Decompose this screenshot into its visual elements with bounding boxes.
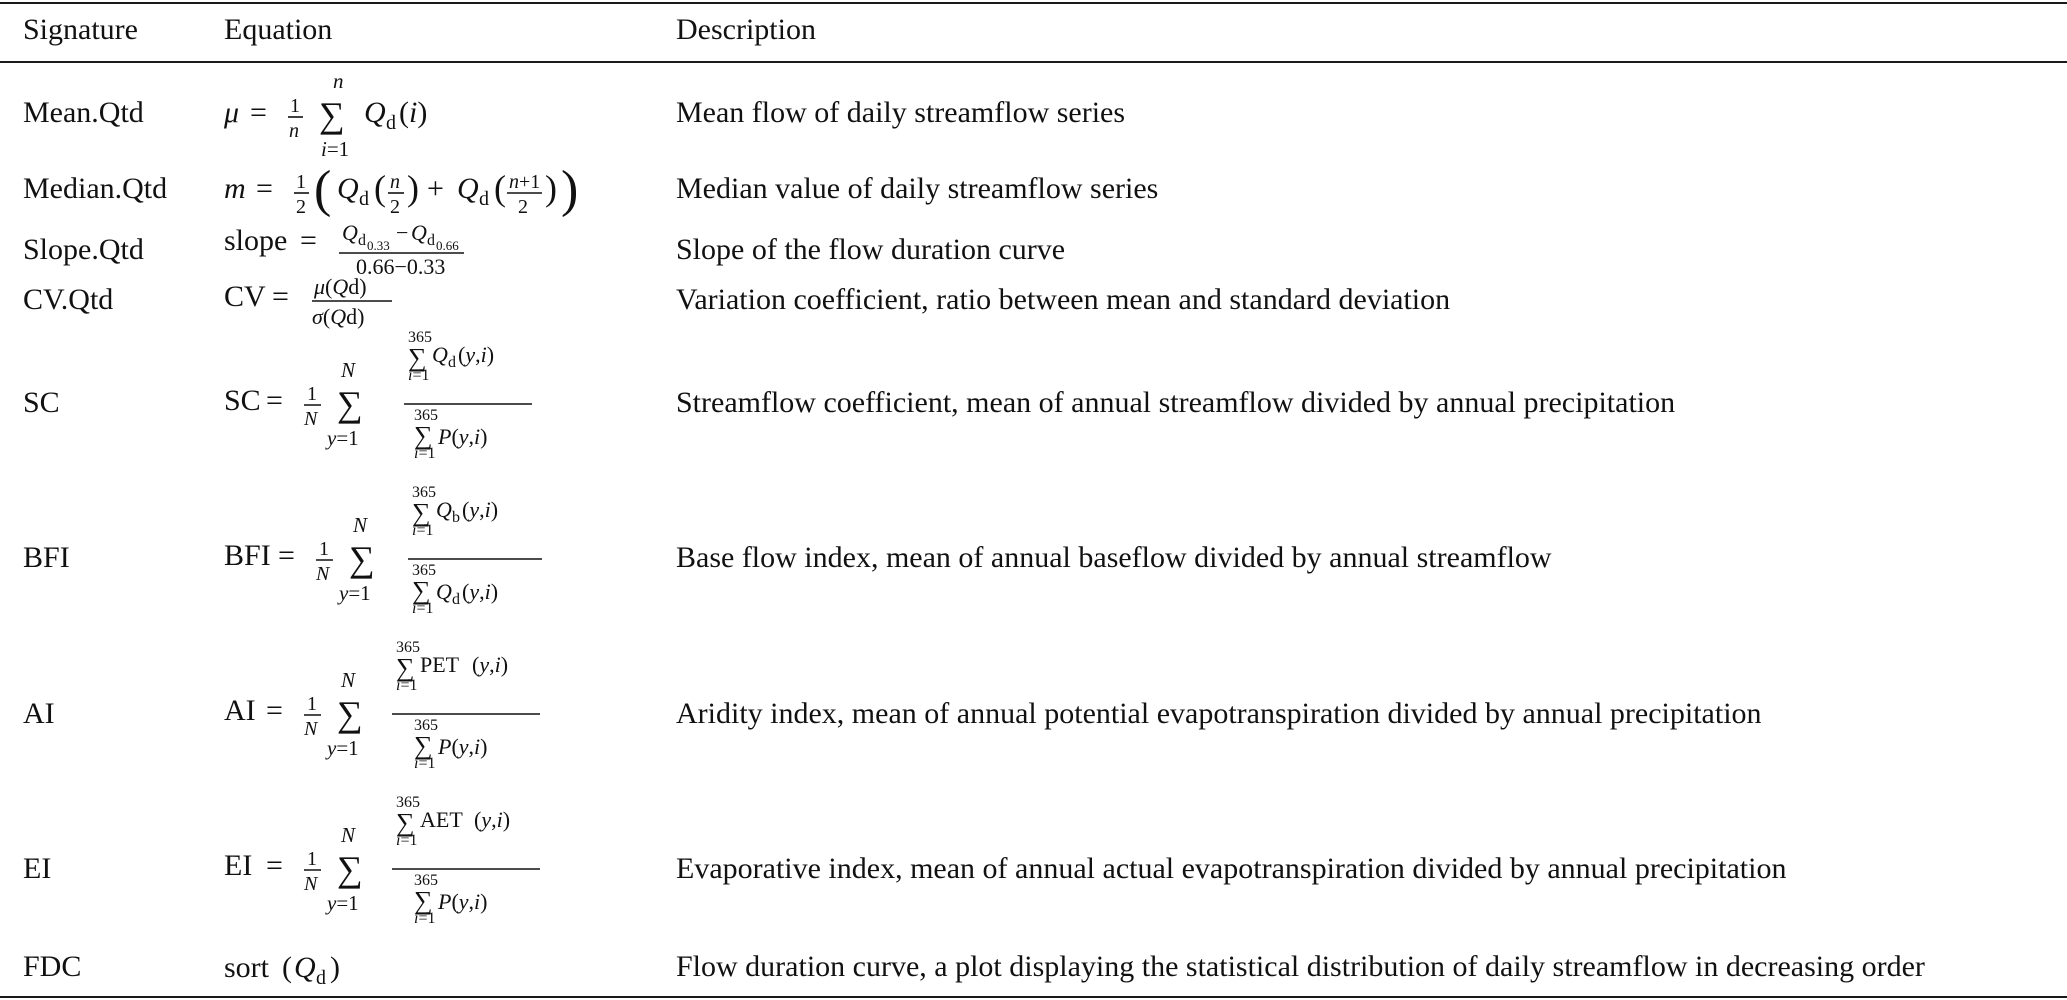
svg-text:0.66: 0.66 bbox=[436, 238, 459, 253]
svg-text:∑: ∑ bbox=[396, 653, 415, 682]
equation-bfi bbox=[224, 485, 684, 635]
svg-text:365: 365 bbox=[414, 407, 438, 424]
svg-text:∑: ∑ bbox=[349, 539, 375, 579]
svg-text:n: n bbox=[289, 120, 299, 142]
svg-text:2: 2 bbox=[390, 196, 400, 218]
svg-text:(: ( bbox=[314, 161, 332, 218]
header-equation: Equation bbox=[224, 13, 333, 46]
svg-text:d: d bbox=[359, 188, 369, 210]
equation-ei bbox=[224, 795, 684, 945]
svg-text:Q: Q bbox=[436, 579, 452, 604]
row-description: Streamflow coefficient, mean of annual streamflow divided by annual precipitation bbox=[676, 386, 1676, 419]
svg-text:∑: ∑ bbox=[412, 498, 431, 527]
row-signature: SC bbox=[23, 386, 60, 419]
svg-text:b: b bbox=[452, 509, 460, 526]
svg-text:−: − bbox=[396, 220, 409, 245]
svg-text:): ) bbox=[330, 951, 340, 984]
svg-text:(y,i): (y,i) bbox=[462, 579, 499, 604]
svg-text:N: N bbox=[341, 358, 356, 382]
svg-text:): ) bbox=[407, 168, 419, 208]
svg-text:365: 365 bbox=[414, 872, 438, 889]
svg-text:365: 365 bbox=[396, 639, 420, 656]
svg-text:365: 365 bbox=[412, 484, 436, 501]
svg-text:∑: ∑ bbox=[408, 343, 427, 372]
row-description: Median value of daily streamflow series bbox=[676, 172, 1159, 205]
svg-text:P(y,i): P(y,i) bbox=[438, 734, 488, 759]
row-signature: Slope.Qtd bbox=[23, 233, 144, 266]
svg-text:Q: Q bbox=[436, 497, 452, 522]
svg-text:Q: Q bbox=[294, 951, 316, 984]
svg-text:P(y,i): P(y,i) bbox=[438, 889, 488, 914]
equation-cv bbox=[224, 270, 684, 334]
svg-text:2: 2 bbox=[296, 196, 306, 218]
svg-text:(: ( bbox=[494, 168, 506, 208]
svg-text:i=1: i=1 bbox=[412, 522, 434, 539]
svg-text:i=1: i=1 bbox=[321, 137, 350, 161]
svg-text:Q: Q bbox=[342, 220, 358, 245]
svg-text:(: ( bbox=[282, 951, 292, 984]
svg-text:1: 1 bbox=[296, 171, 306, 193]
svg-text:=: = bbox=[256, 172, 273, 205]
equation-sc bbox=[224, 330, 684, 480]
row-description: Flow duration curve, a plot displaying the statistical distribution of daily streamflow in decreasing order bbox=[676, 950, 1925, 983]
svg-text:=: = bbox=[266, 384, 283, 417]
svg-text:0.33: 0.33 bbox=[367, 238, 390, 253]
svg-text:i=1: i=1 bbox=[414, 910, 436, 927]
row-description: Mean flow of daily streamflow series bbox=[676, 96, 1126, 129]
svg-text:σ(Qd): σ(Qd) bbox=[312, 304, 365, 329]
row-signature: Median.Qtd bbox=[23, 172, 168, 205]
table-top-rule bbox=[0, 2, 2067, 4]
svg-text:365: 365 bbox=[396, 794, 420, 811]
svg-text:N: N bbox=[304, 873, 318, 895]
svg-text:d: d bbox=[386, 112, 396, 134]
svg-text:∑: ∑ bbox=[414, 731, 433, 760]
svg-text:1: 1 bbox=[307, 693, 317, 715]
svg-text:=: = bbox=[300, 224, 317, 257]
svg-text:∑: ∑ bbox=[337, 849, 363, 889]
svg-text:i=1: i=1 bbox=[408, 367, 430, 384]
svg-text:365: 365 bbox=[412, 562, 436, 579]
svg-text:BFI: BFI bbox=[224, 539, 271, 572]
svg-text:slope: slope bbox=[224, 224, 288, 257]
svg-text:Q: Q bbox=[432, 342, 448, 367]
svg-text:d: d bbox=[427, 232, 435, 249]
svg-text:Q: Q bbox=[411, 220, 427, 245]
svg-text:∑: ∑ bbox=[337, 384, 363, 424]
svg-text:(y,i): (y,i) bbox=[458, 342, 495, 367]
svg-text:d: d bbox=[448, 354, 456, 371]
svg-text:∑: ∑ bbox=[396, 808, 415, 837]
svg-text:i=1: i=1 bbox=[414, 755, 436, 772]
svg-text:∑: ∑ bbox=[414, 421, 433, 450]
svg-text:i=1: i=1 bbox=[396, 832, 418, 849]
svg-text:): ) bbox=[545, 168, 557, 208]
svg-text:(: ( bbox=[374, 168, 386, 208]
svg-text:(y,i): (y,i) bbox=[474, 807, 511, 832]
svg-text:1: 1 bbox=[307, 848, 317, 870]
svg-text:N: N bbox=[353, 513, 368, 537]
svg-text:y=1: y=1 bbox=[327, 426, 359, 450]
row-signature: AI bbox=[23, 697, 55, 730]
row-signature: CV.Qtd bbox=[23, 283, 114, 316]
svg-text:=: = bbox=[272, 280, 289, 313]
svg-text:EI: EI bbox=[224, 849, 253, 882]
svg-text:n+1: n+1 bbox=[509, 171, 541, 193]
svg-text:=: = bbox=[250, 96, 267, 129]
svg-text:y=1: y=1 bbox=[327, 891, 359, 915]
row-description: Aridity index, mean of annual potential evapotranspiration divided by annual precipitation bbox=[676, 697, 1762, 730]
svg-text:1: 1 bbox=[307, 383, 317, 405]
row-signature: EI bbox=[23, 852, 52, 885]
svg-text:N: N bbox=[341, 823, 356, 847]
svg-text:∑: ∑ bbox=[414, 886, 433, 915]
svg-text:μ: μ bbox=[224, 96, 240, 129]
svg-text:): ) bbox=[561, 161, 579, 218]
svg-text:N: N bbox=[341, 668, 356, 692]
row-description: Variation coefficient, ratio between mean and standard deviation bbox=[676, 283, 1451, 316]
svg-text:365: 365 bbox=[414, 717, 438, 734]
svg-text:Q: Q bbox=[364, 96, 386, 129]
svg-text:=: = bbox=[266, 849, 283, 882]
svg-text:n: n bbox=[333, 69, 344, 93]
svg-text:m: m bbox=[224, 172, 246, 205]
header-signature: Signature bbox=[23, 13, 138, 46]
svg-text:=: = bbox=[266, 694, 283, 727]
svg-text:1: 1 bbox=[319, 538, 329, 560]
svg-text:d: d bbox=[358, 232, 366, 249]
svg-text:∑: ∑ bbox=[412, 576, 431, 605]
svg-text:∑: ∑ bbox=[337, 694, 363, 734]
svg-text:PET: PET bbox=[420, 652, 460, 677]
svg-text:y=1: y=1 bbox=[339, 581, 371, 605]
row-description: Evaporative index, mean of annual actual evapotranspiration divided by annual precipitation bbox=[676, 852, 1787, 885]
svg-text:n: n bbox=[390, 171, 400, 193]
svg-text:365: 365 bbox=[408, 329, 432, 346]
svg-text:SC: SC bbox=[224, 384, 261, 417]
svg-text:i=1: i=1 bbox=[414, 445, 436, 462]
svg-text:N: N bbox=[316, 563, 330, 585]
svg-text:AET: AET bbox=[420, 807, 463, 832]
svg-text:(y,i): (y,i) bbox=[462, 497, 499, 522]
svg-text:(y,i): (y,i) bbox=[472, 652, 509, 677]
svg-text:P(y,i): P(y,i) bbox=[438, 424, 488, 449]
equation-mean bbox=[224, 69, 684, 162]
svg-text:y=1: y=1 bbox=[327, 736, 359, 760]
svg-text:i=1: i=1 bbox=[396, 677, 418, 694]
svg-text:Q: Q bbox=[337, 172, 359, 205]
svg-text:i=1: i=1 bbox=[412, 600, 434, 617]
row-signature: FDC bbox=[23, 950, 82, 983]
equation-median bbox=[224, 160, 684, 222]
svg-text:CV: CV bbox=[224, 280, 266, 313]
svg-text:sort: sort bbox=[224, 951, 269, 984]
svg-text:0.66−0.33: 0.66−0.33 bbox=[356, 254, 446, 279]
row-signature: Mean.Qtd bbox=[23, 96, 144, 129]
svg-text:(i): (i) bbox=[399, 96, 428, 129]
table-header-rule bbox=[0, 61, 2067, 63]
svg-text:d: d bbox=[452, 591, 460, 608]
equation-fdc bbox=[224, 945, 684, 989]
svg-text:2: 2 bbox=[518, 196, 528, 218]
svg-text:μ(Qd): μ(Qd) bbox=[314, 274, 367, 299]
svg-text:Q: Q bbox=[457, 172, 479, 205]
svg-text:1: 1 bbox=[290, 95, 300, 117]
svg-text:N: N bbox=[304, 718, 318, 740]
table-bottom-rule bbox=[0, 996, 2067, 998]
svg-text:+: + bbox=[427, 172, 444, 205]
svg-text:=: = bbox=[278, 539, 295, 572]
svg-text:N: N bbox=[304, 408, 318, 430]
svg-text:AI: AI bbox=[224, 694, 256, 727]
svg-text:d: d bbox=[479, 188, 489, 210]
header-description: Description bbox=[676, 13, 816, 46]
svg-text:d: d bbox=[316, 967, 326, 989]
svg-text:∑: ∑ bbox=[319, 95, 345, 135]
row-description: Slope of the flow duration curve bbox=[676, 233, 1066, 266]
row-signature: BFI bbox=[23, 541, 70, 574]
equation-ai bbox=[224, 640, 684, 790]
row-description: Base flow index, mean of annual baseflow divided by annual streamflow bbox=[676, 541, 1552, 574]
